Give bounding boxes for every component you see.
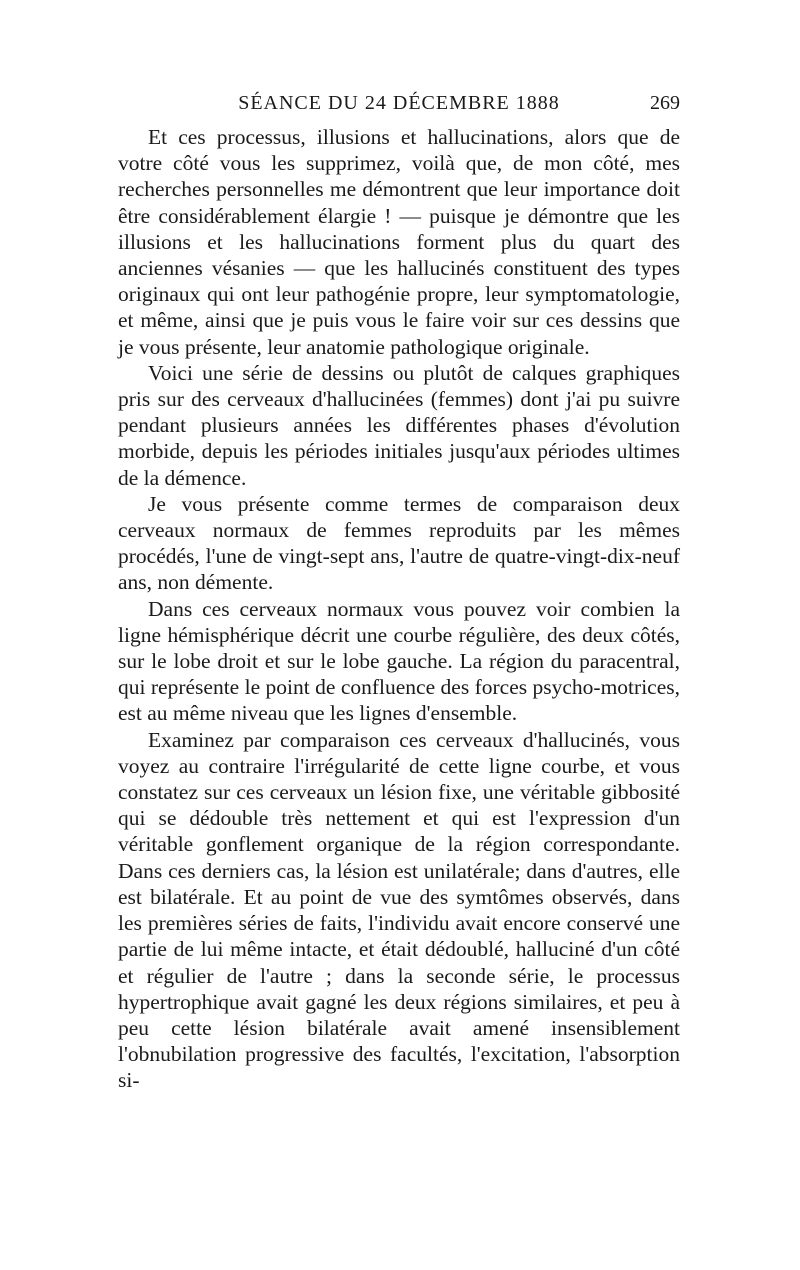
paragraph-4: Dans ces cerveaux normaux vous pouvez voir combien la ligne hémisphérique décrit une courbe régulière, des deux côtés, sur le lobe droit et sur le lobe gauche. La région du paracentral, qui représente le point de confluence des forces psycho-motrices, est au même niveau que les lignes d'ensemble. xyxy=(118,596,680,726)
running-head xyxy=(118,88,680,118)
page-number: 269 xyxy=(650,92,680,114)
running-title: SÉANCE DU 24 DÉCEMBRE 1888 xyxy=(238,92,560,114)
paragraph-2: Voici une série de dessins ou plutôt de calques graphiques pris sur des cerveaux d'hallucinées (femmes) dont j'ai pu suivre pendant plusieurs années les différentes phases d'évolution morbide, depuis les périodes initiales jusqu'aux périodes ultimes de la démence. xyxy=(118,360,680,490)
paragraph-1: Et ces processus, illusions et hallucinations, alors que de votre côté vous les supprimez, voilà que, de mon côté, mes recherches personnelles me démontrent que leur importance doit être considérablement élargie ! — puisque je démontre que les illusions et les hallucinations forment plus du quart des anciennes vésanies — que les hallucinés constituent des types originaux qui ont leur pathogénie propre, leur symptomatologie, et même, ainsi que je puis vous le faire voir sur ces dessins que je vous présente, leur anatomie pathologique originale. xyxy=(118,125,680,359)
paragraph-3: Je vous présente comme termes de comparaison deux cerveaux normaux de femmes reproduits par les mêmes procédés, l'une de vingt-sept ans, l'autre de quatre-vingt-dix-neuf ans, non démente. xyxy=(118,491,680,595)
paragraph-5: Examinez par comparaison ces cerveaux d'hallucinés, vous voyez au contraire l'irrégularité de cette ligne courbe, et vous constatez sur ces cerveaux un lésion fixe, une véritable gibbosité qui se dédouble très nettement et qui est l'expression d'un véritable gonflement organique de la région correspondante. Dans ces derniers cas, la lésion est unilatérale; dans d'autres, elle est bilatérale. Et au point de vue des symtômes observés, dans les premières séries de faits, l'individu avait encore conservé une partie de lui même intacte, et était dédoublé, halluciné d'un côté et régulier de l'autre ; dans la seconde série, le processus hypertrophique avait gagné les deux régions similaires, et peu à peu cette lésion bilatérale avait amené insensiblement l'obnubilation progressive des facultés, l'excitation, l'absorption si- xyxy=(118,727,680,1093)
body-text xyxy=(118,124,680,1094)
